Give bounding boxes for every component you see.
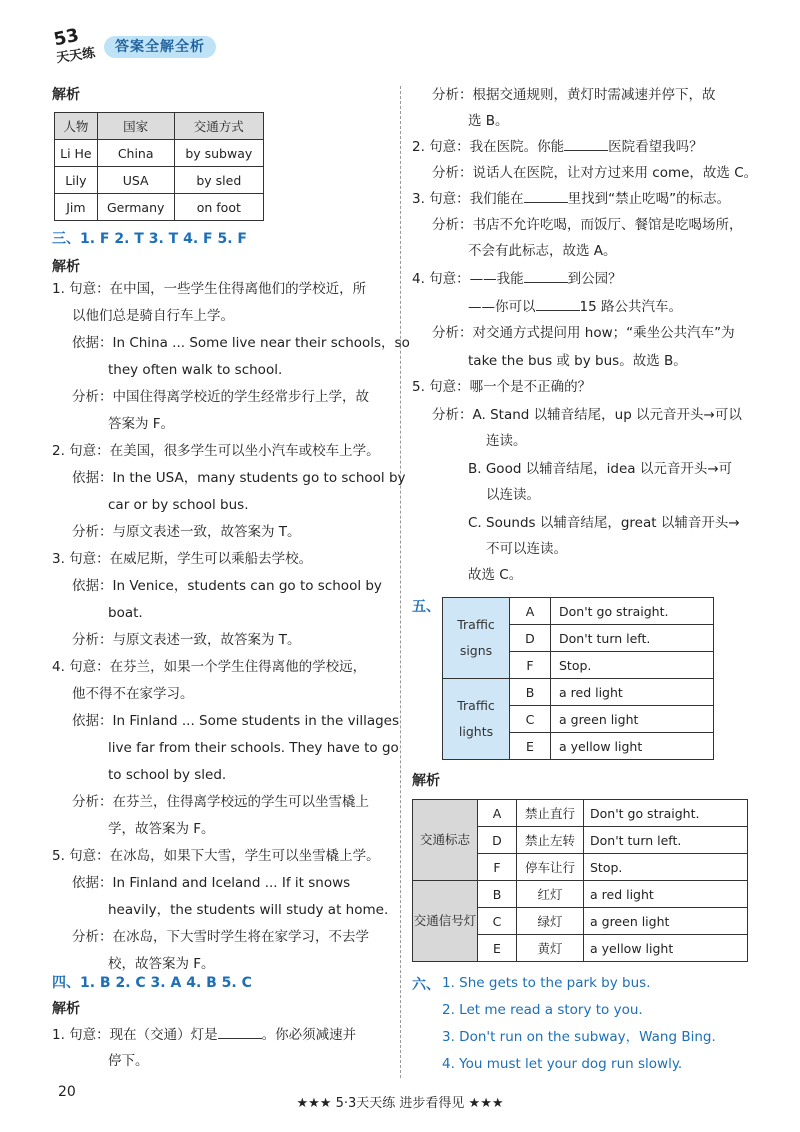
table-cell: B [478,881,517,908]
s4q3-text: 里找到“禁止吃喝”的标志。 [567,191,731,207]
jiexi-label: 解析 [412,773,440,789]
s4q4-line: 分析：对交通方式提问用 how；“乘坐公共汽车”为 [432,325,735,341]
jiexi-label: 解析 [52,259,80,275]
table-header-cell: 国家 [97,113,174,140]
table-header-row [55,113,264,140]
s4q5-line: 以连读。 [486,487,540,503]
s4q4-text: 15 路公共汽车。 [579,299,682,315]
s4q5-line: 不可以连读。 [486,541,567,557]
svg-text:天天练: 天天练 [55,45,97,66]
q2-line: car or by school bus. [108,497,249,513]
table-cell: E [478,935,517,962]
jiexi-label: 解析 [52,87,80,103]
table-row [443,598,714,625]
s4q3-line [412,186,730,213]
q4-line: 分析：在芬兰，住得离学校远的学生可以坐雪橇上 [72,794,369,810]
q1-line: they often walk to school. [108,362,283,378]
q5-line: 校，故答案为 F。 [108,956,215,972]
table-cell: A [510,598,551,625]
q5-line: 5. 句意：在冰岛，如果下大雪，学生可以坐雪橇上学。 [52,848,380,864]
s4q1-analysis: 分析：根据交通规则，黄灯时需减速并停下，故 [432,87,716,103]
s4q3-line: 不会有此标志，故选 A。 [468,243,617,259]
q1-line: 以他们总是骑自行车上学。 [72,308,234,324]
answer-blank [536,298,580,311]
table-cell: Don't turn left. [551,625,714,652]
table-cell: Lily [55,167,98,194]
category-cell: 交通信号灯 [413,881,478,962]
table-cell: Don't go straight. [584,800,748,827]
s4q2-line: 分析：说话人在医院，让对方过来用 come，故选 C。 [432,165,758,181]
table-cell: Germany [97,194,174,221]
s4q5-line: B. Good 以辅音结尾，idea 以元音开头→可 [468,461,733,477]
section5-label: 五、 [412,599,440,615]
table-cell: 禁止左转 [517,827,584,854]
q4-line: 依据：In Finland ... Some students in the villages [72,713,399,729]
traffic-table-chinese [412,799,748,962]
q4-line: to school by sled. [108,767,227,783]
column-divider [400,86,401,1078]
table-cell: 禁止直行 [517,800,584,827]
table-cell: Don't turn left. [584,827,748,854]
sec6-answer: 4. You must let your dog run slowly. [442,1056,683,1072]
table-row [55,167,264,194]
q3-line: 依据：In Venice，students can go to school by [72,578,382,594]
s4q2-text: 医院看望我吗？ [608,139,703,155]
table-cell: D [478,827,517,854]
s4q4-text: ——你可以 [468,299,536,315]
table-row [413,881,748,908]
table-cell: B [510,679,551,706]
table-cell: Stop. [551,652,714,679]
s4q1-analysis: 选 B。 [468,113,509,129]
s4q4-line [412,266,622,293]
table-cell: Stop. [584,854,748,881]
table-cell: China [97,140,174,167]
table-row [443,679,714,706]
table-cell: Don't go straight. [551,598,714,625]
table-cell: 绿灯 [517,908,584,935]
s4q2-line [412,134,703,161]
table-cell: Jim [55,194,98,221]
q4-line: 他不得不在家学习。 [72,686,194,702]
q1-line: 1. 句意：在中国，一些学生住得离他们的学校近，所 [52,281,367,297]
s4q4-text: 到公园？ [567,271,622,287]
category-cell: Traffic lights [443,679,510,760]
q4-line: live far from their schools. They have to go [108,740,399,756]
table-cell: a yellow light [584,935,748,962]
sec6-answer: 1. She gets to the park by bus. [442,975,651,991]
header-badge: 答案全解全析 [104,36,216,58]
s4q1-text: 。你必须减速并 [261,1027,357,1043]
q2-line: 分析：与原文表述一致，故答案为 T。 [72,524,301,540]
q5-line: heavily，the students will study at home. [108,902,389,918]
s4q4-text: 4. 句意：——我能 [412,271,524,287]
answer-blank [564,138,608,151]
q3-line: 分析：与原文表述一致，故答案为 T。 [72,632,301,648]
table-cell: 红灯 [517,881,584,908]
sec6-answer: 2. Let me read a story to you. [442,1002,643,1018]
table-cell: 黄灯 [517,935,584,962]
table-cell: E [510,733,551,760]
table-row [413,800,748,827]
q3-line: boat. [108,605,143,621]
section6-label: 六、 [412,977,440,993]
s4q5-line: C. Sounds 以辅音结尾，great 以辅音开头→ [468,515,740,531]
section3-answers: 三、1. F 2. T 3. T 4. F 5. F [52,231,247,247]
answer-blank [524,190,568,203]
table-header-cell: 交通方式 [174,113,263,140]
s4q5-line: 5. 句意：哪一个是不正确的？ [412,379,592,395]
table-cell: Li He [55,140,98,167]
section4-answers: 四、1. B 2. C 3. A 4. B 5. C [52,975,252,991]
table-cell: C [510,706,551,733]
table-row [55,140,264,167]
s4q5-line: 故选 C。 [468,567,523,583]
s4q3-line: 分析：书店不允许吃喝，而饭厅、餐馆是吃喝场所， [432,217,743,233]
table-cell: D [510,625,551,652]
q1-line: 依据：In China ... Some live near their schools，so [72,335,410,351]
sec6-answer: 3. Don't run on the subway，Wang Bing. [442,1029,716,1045]
table-cell: by subway [174,140,263,167]
footer-slogan: ★★★ 5·3天天练 进步看得见 ★★★ [296,1096,504,1111]
jiexi-label: 解析 [52,1001,80,1017]
s4q4-line [468,294,682,321]
table-row [55,194,264,221]
page-number: 20 [58,1084,76,1100]
transport-table [54,112,264,221]
category-cell: Traffic signs [443,598,510,679]
category-cell: 交通标志 [413,800,478,881]
q4-line: 4. 句意：在芬兰，如果一个学生住得离他的学校远， [52,659,367,675]
q1-line: 答案为 F。 [108,416,175,432]
table-cell: a red light [584,881,748,908]
table-header-cell: 人物 [55,113,98,140]
table-cell: by sled [174,167,263,194]
q2-line: 2. 句意：在美国，很多学生可以坐小汽车或校车上学。 [52,443,380,459]
table-cell: a green light [584,908,748,935]
q1-line: 分析：中国住得离学校近的学生经常步行上学，故 [72,389,369,405]
s4q4-line: take the bus 或 by bus。故选 B。 [468,353,687,369]
s4q2-text: 2. 句意：我在医院。你能 [412,139,565,155]
s4q1-text: 1. 句意：现在（交通）灯是 [52,1027,218,1043]
table-cell: A [478,800,517,827]
s4q3-text: 3. 句意：我们能在 [412,191,524,207]
table-cell: 停车让行 [517,854,584,881]
traffic-table-english [442,597,714,760]
table-cell: a red light [551,679,714,706]
q2-line: 依据：In the USA，many students go to school by [72,470,406,486]
table-cell: on foot [174,194,263,221]
table-cell: F [510,652,551,679]
table-cell: a green light [551,706,714,733]
table-cell: C [478,908,517,935]
q3-line: 3. 句意：在威尼斯，学生可以乘船去学校。 [52,551,313,567]
q5-line: 依据：In Finland and Iceland ... If it snows [72,875,351,891]
answer-blank [524,270,568,283]
s4q5-line: 分析：A. Stand 以辅音结尾，up 以元音开头→可以 [432,407,742,423]
brand-logo [52,24,100,66]
q4-line: 学，故答案为 F。 [108,821,215,837]
table-cell: USA [97,167,174,194]
s4q1-line: 停下。 [108,1053,149,1069]
svg-text:53: 53 [52,24,81,51]
table-cell: F [478,854,517,881]
answer-blank [218,1026,262,1039]
table-cell: a yellow light [551,733,714,760]
s4q1-line [52,1022,356,1049]
q5-line: 分析：在冰岛，下大雪时学生将在家学习，不去学 [72,929,369,945]
s4q5-line: 连读。 [486,433,527,449]
